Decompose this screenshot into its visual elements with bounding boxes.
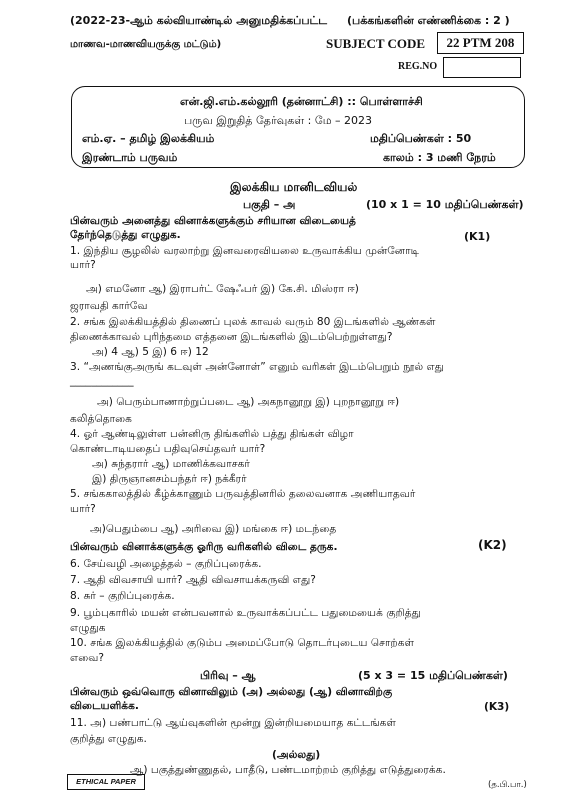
question-5-cont: யார்? xyxy=(70,503,96,515)
college-name: என்.ஜி.எம்.கல்லூரி (தன்னாட்சி) :: பொள்ளாச்சி xyxy=(180,95,423,108)
question-3-options: அ) பெரும்பாணாற்றுப்படை ஆ) அகநானூறு இ) புறநானூறு ஈ) xyxy=(97,396,400,408)
question-3-option-d: கலித்தொகை xyxy=(70,413,132,425)
question-2: 2. சங்க இலக்கியத்தில் திணைப் புலக் காவல் வரும் 80 இடங்களில் ஆண்கள் xyxy=(70,316,436,328)
question-1-option-d: ஜராவதி கார்வே xyxy=(70,300,148,312)
section-a-instruction-2: தேர்ந்தெடுத்து எழுதுக. xyxy=(70,229,181,241)
question-4-cont: கொண்டாடியதைப் பதிவுசெய்தவர் யார்? xyxy=(70,443,266,455)
question-8: 8. சுர் – குறிப்புரைக்க. xyxy=(70,590,175,602)
reg-no-box[interactable] xyxy=(443,57,521,78)
exam-title: பருவ இறுதித் தேர்வுகள் : மே – 2023 xyxy=(184,114,373,127)
question-9-cont: எழுதுக xyxy=(70,622,106,634)
question-1-cont: யார்? xyxy=(70,259,96,271)
question-3-blank: ____________ xyxy=(70,375,134,387)
section-b-instruction-2: விடையளிக்க. xyxy=(70,700,139,712)
subject-code-label: SUBJECT CODE xyxy=(326,36,426,51)
question-10-cont: எவை? xyxy=(70,652,105,664)
subject-code-value: 22 PTM 208 xyxy=(437,32,524,54)
question-10: 10. சங்க இலக்கியத்தில் குடும்ப அமைப்போடு தொடர்புடைய சொற்கள் xyxy=(70,637,415,649)
question-4-options-2: இ) திருஞானசம்பந்தர் ஈ) நக்கீரர் xyxy=(92,473,247,485)
ethical-paper-stamp: ETHICAL PAPER xyxy=(67,774,145,790)
question-1: 1. இந்திய சூழலில் வரலாற்று இனவரைவியலை உருவாக்கிய முன்னோடி xyxy=(70,245,420,257)
reg-no-label: REG.NO xyxy=(398,61,438,72)
students-only-note: மாணவ-மாணவியருக்கு மட்டும்) xyxy=(70,39,222,50)
question-11a-cont: குறித்து எழுதுக. xyxy=(70,733,147,745)
turn-over-note: (த.பி.பா.) xyxy=(488,780,527,790)
question-5: 5. சங்ககாலத்தில் கீழ்க்காணும் பருவத்தினரில் தலைவனாக அணியாதவர் xyxy=(70,488,416,500)
section-b-title: பிரிவு – ஆ xyxy=(200,669,256,682)
course-name: எம்.ஏ. – தமிழ் இலக்கியம் xyxy=(82,132,215,145)
section-b-marks: (5 x 3 = 15 மதிப்பெண்கள்) xyxy=(358,669,508,682)
approval-note: (2022-23-ஆம் கல்வியாண்டில் அனுமதிக்கப்பட்ட xyxy=(70,14,328,27)
section-b-instruction: பின்வரும் ஒவ்வொரு வினாவிலும் (அ) அல்லது (ஆ) வினாவிற்கு xyxy=(70,686,393,698)
question-4: 4. ஓர் ஆண்டிலுள்ள பன்னிரு திங்களில் பத்து திங்கள் விழா xyxy=(70,428,354,440)
section-a-instruction: பின்வரும் அனைத்து வினாக்களுக்கும் சரியான விடையைத் xyxy=(70,215,356,227)
page-count: (பக்கங்களின் எண்ணிக்கை : 2 ) xyxy=(347,14,510,27)
section-a-title: பகுதி – அ xyxy=(243,198,296,211)
paper-title: இலக்கிய மானிடவியல் xyxy=(230,180,358,194)
question-2-cont: திணைக்காவல் புரிந்தமை எத்தனை இடங்களில் இடம்பெற்றுள்ளது? xyxy=(70,331,393,343)
section-b-level: (K3) xyxy=(484,701,510,713)
section-a-level: (K1) xyxy=(464,230,491,243)
total-marks: மதிப்பெண்கள் : 50 xyxy=(370,132,472,145)
question-7: 7. ஆதி விவசாயி யார்? ஆதி விவசாயக்கருவி எது? xyxy=(70,574,316,586)
question-11b: ஆ) பகுத்துண்ணுதல், பாதீடு, பண்டமாற்றம் குறித்து எடுத்துரைக்க. xyxy=(130,764,446,776)
section-a-marks: (10 x 1 = 10 மதிப்பெண்கள்) xyxy=(366,198,524,211)
k2-level: (K2) xyxy=(478,538,507,552)
or-separator: (அல்லது) xyxy=(272,749,321,761)
question-6: 6. சேய்வழி அழைத்தல் – குறிப்புரைக்க. xyxy=(70,558,262,570)
exam-duration: காலம் : 3 மணி நேரம் xyxy=(383,151,496,164)
question-5-options: அ)பெதும்பை ஆ) அரிவை இ) மங்கை ஈ) மடந்தை xyxy=(90,523,337,535)
semester: இரண்டாம் பருவம் xyxy=(82,151,178,164)
question-11a: 11. அ) பண்பாட்டு ஆய்வுகளின் மூன்று இன்றியமையாத கட்டங்கள் xyxy=(70,717,396,729)
question-3: 3. “அணங்குஅருங் கடவுள் அன்னோள்” எனும் வரிகள் இடம்பெறும் நூல் எது xyxy=(70,361,444,373)
question-1-options: அ) எமனோ ஆ) இராபர்ட் ஷேஃபர் இ) கே.சி. மிஸ்ரா ஈ) xyxy=(86,283,359,295)
k2-instruction: பின்வரும் வினாக்களுக்கு ஓரிரு வரிகளில் விடை தருக. xyxy=(70,541,338,553)
question-9: 9. பூம்புகாரில் மயன் என்பவனால் உருவாக்கப்பட்ட பதுமையைக் குறித்து xyxy=(70,607,421,619)
question-4-options-1: அ) சுந்தரார் ஆ) மாணிக்கவாசகர் xyxy=(92,458,250,470)
question-2-options: அ) 4 ஆ) 5 இ) 6 ஈ) 12 xyxy=(92,346,209,358)
